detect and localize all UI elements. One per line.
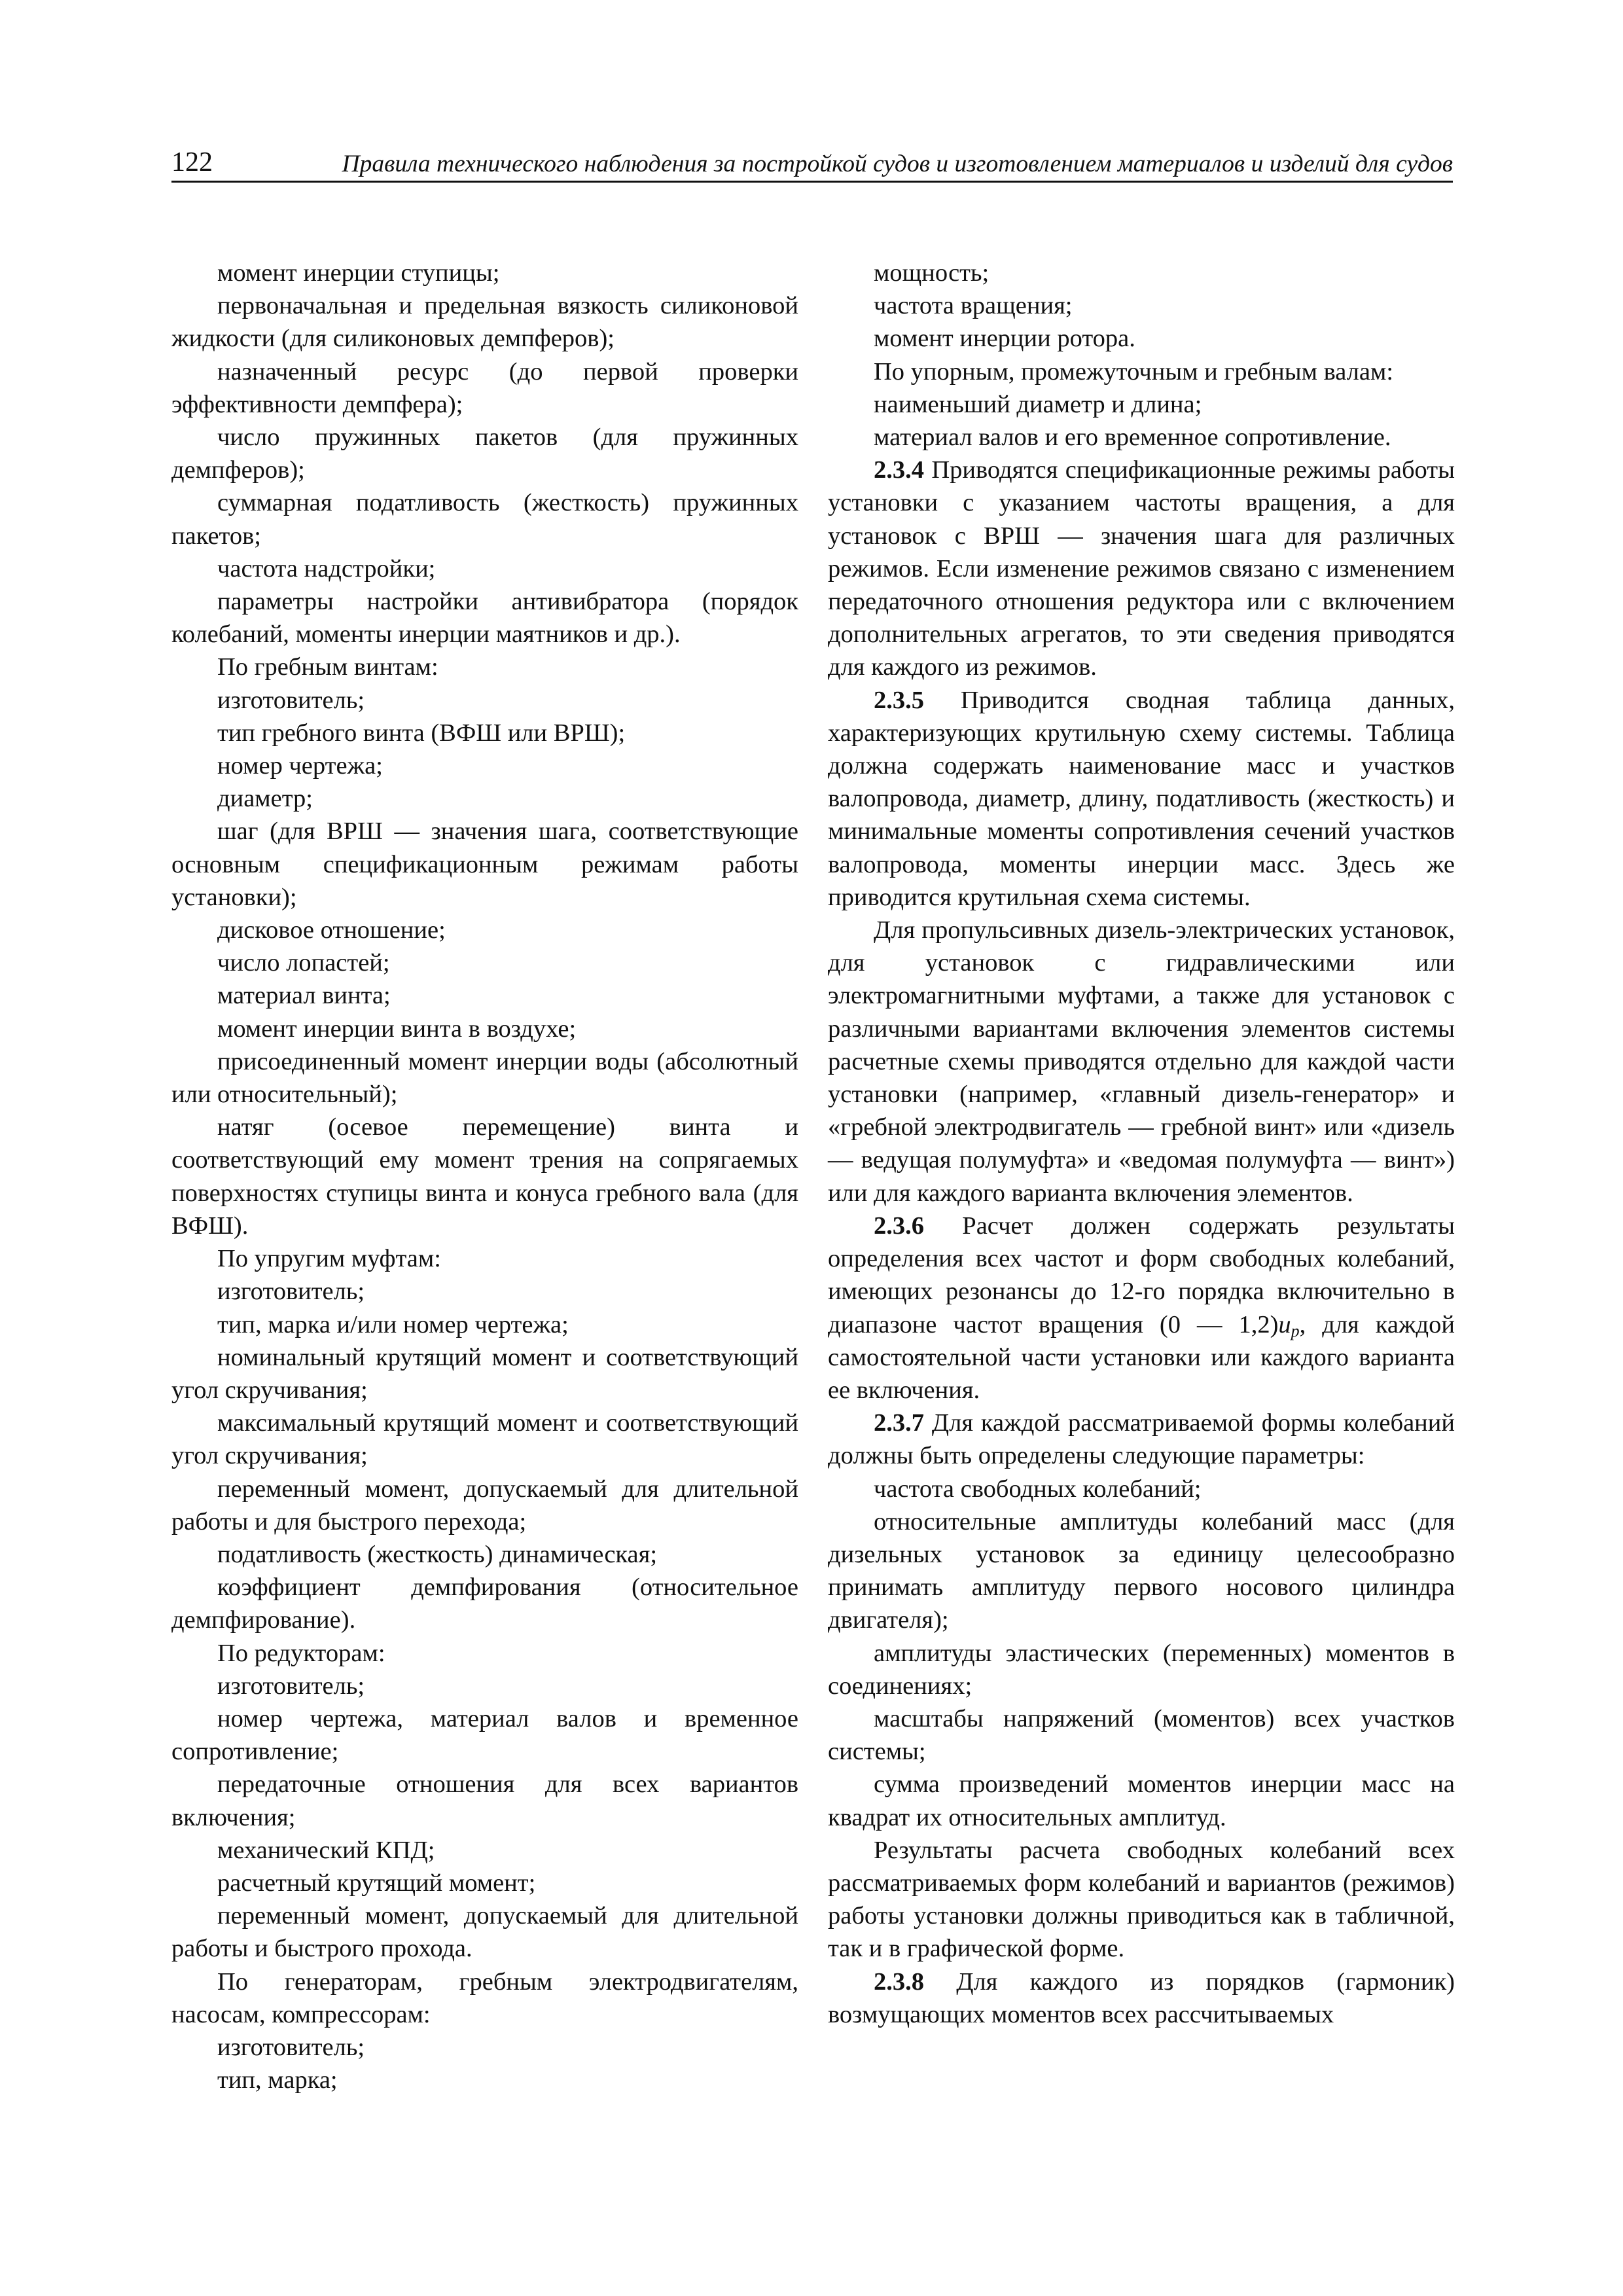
paragraph: изготовитель; xyxy=(217,1672,365,1700)
paragraph: параметры настройки антивибратора (порядок колебаний, моменты инерции маятников и др.). xyxy=(171,588,798,649)
section-text: Для каждого из порядков (гармоник) возмущающих моментов всех рассчитываемых xyxy=(828,1967,1455,2028)
left-column xyxy=(171,257,798,2096)
paragraph: момент инерции ступицы; xyxy=(217,259,500,287)
paragraph: номер чертежа; xyxy=(217,752,383,780)
paragraph: Для пропульсивных дизель-электрических установок, для установок с гидравлическими или электромагнитными муфтами, а также для установок с различными вариантами включения элементов системы расчетные схемы приводятся отдельно для каждой части установки (например, «главный дизель-генератор» и «гребной электродвигатель — гребной винт» или «дизель — ведущая полумуфта» и «ведомая полумуфта — винт») или для каждого варианта включения элементов. xyxy=(828,916,1455,1207)
variable-u: u xyxy=(1278,1310,1291,1338)
section-2-3-6 xyxy=(828,1210,1455,1407)
paragraph: податливость (жесткость) динамическая; xyxy=(217,1540,658,1568)
paragraph: дисковое отношение; xyxy=(217,916,446,944)
section-number: 2.3.6 xyxy=(874,1211,924,1240)
paragraph: наименьший диаметр и длина; xyxy=(874,390,1202,418)
paragraph: натяг (осевое перемещение) винта и соответствующий ему момент трения на сопрягаемых поверхностях ступицы винта и конуса гребного вала (для ВФШ). xyxy=(171,1113,798,1240)
section-text: Расчет должен содержать результаты определения всех частот и форм свободных колебаний, имеющих резонансы до 12-го порядка включительно в диапазоне частот вращения (0 — 1,2) xyxy=(828,1211,1455,1338)
paragraph: передаточные отношения для всех вариантов включения; xyxy=(171,1770,798,1831)
subscript-p: p xyxy=(1291,1321,1300,1340)
paragraph: частота вращения; xyxy=(874,292,1073,320)
paragraph: масштабы напряжений (моментов) всех участков системы; xyxy=(828,1704,1455,1766)
paragraph: максимальный крутящий момент и соответствующий угол скручивания; xyxy=(171,1409,798,1470)
page-number: 122 xyxy=(171,147,213,177)
paragraph: По гребным винтам: xyxy=(217,653,438,681)
running-title: Правила технического наблюдения за постройкой судов и изготовлением материалов и изделий для судов xyxy=(342,151,1453,177)
paragraph: изготовитель; xyxy=(217,2033,365,2061)
paragraph: первоначальная и предельная вязкость силиконовой жидкости (для силиконовых демпферов); xyxy=(171,292,798,353)
section-text: Приводится сводная таблица данных, характеризующих крутильную схему системы. Таблица должна содержать наименование масс и участков валопровода, диаметр, длину, податливость (жесткость) и минимальные моменты сопротивления сечений участков валопровода, моменты инерции масс. Здесь же приводится крутильная схема системы. xyxy=(828,686,1455,911)
paragraph: диаметр; xyxy=(217,785,313,813)
paragraph: По генераторам, гребным электродвигателям, насосам, компрессорам: xyxy=(171,1967,798,2028)
paragraph: частота свободных колебаний; xyxy=(874,1475,1202,1503)
paragraph: момент инерции винта в воздухе; xyxy=(217,1014,577,1043)
section-2-3-8 xyxy=(828,1965,1455,2031)
paragraph: относительные амплитуды колебаний масс (для дизельных установок за единицу целесообразно принимать амплитуду первого носового цилиндра двигателя); xyxy=(828,1507,1455,1634)
paragraph: амплитуды эластических (переменных) моментов в соединениях; xyxy=(828,1639,1455,1700)
paragraph: номер чертежа, материал валов и временное сопротивление; xyxy=(171,1704,798,1766)
paragraph: число лопастей; xyxy=(217,949,390,977)
section-2-3-7 xyxy=(828,1407,1455,1472)
paragraph: Результаты расчета свободных колебаний всех рассматриваемых форм колебаний и вариантов (режимов) работы установки должны приводиться как в табличной, так и в графической форме. xyxy=(828,1836,1455,1963)
section-number: 2.3.7 xyxy=(874,1409,924,1437)
paragraph: По редукторам: xyxy=(217,1639,385,1667)
section-text: Для каждой рассматриваемой формы колебаний должны быть определены следующие параметры: xyxy=(828,1409,1455,1470)
section-number: 2.3.8 xyxy=(874,1967,924,1996)
section-number: 2.3.5 xyxy=(874,686,924,714)
paragraph: номинальный крутящий момент и соответствующий угол скручивания; xyxy=(171,1343,798,1404)
paragraph: материал валов и его временное сопротивление. xyxy=(874,423,1391,452)
section-number: 2.3.4 xyxy=(874,456,924,484)
paragraph: шаг (для ВРШ — значения шага, соответствующие основным спецификационным режимам работы установки); xyxy=(171,817,798,911)
paragraph: изготовитель; xyxy=(217,1278,365,1306)
paragraph: мощность; xyxy=(874,259,990,287)
page-header xyxy=(171,141,1453,183)
section-2-3-4 xyxy=(828,454,1455,683)
paragraph: материал винта; xyxy=(217,982,391,1010)
paragraph: суммарная податливость (жесткость) пружинных пакетов; xyxy=(171,489,798,550)
paragraph: назначенный ресурс (до первой проверки эффективности демпфера); xyxy=(171,357,798,418)
paragraph: По упорным, промежуточным и гребным валам: xyxy=(874,357,1394,386)
right-column xyxy=(828,257,1455,2031)
paragraph: момент инерции ротора. xyxy=(874,325,1135,353)
paragraph: тип, марка и/или номер чертежа; xyxy=(217,1310,569,1338)
paragraph: сумма произведений моментов инерции масс на квадрат их относительных амплитуд. xyxy=(828,1770,1455,1831)
paragraph: механический КПД; xyxy=(217,1836,435,1864)
paragraph: По упругим муфтам: xyxy=(217,1245,441,1273)
paragraph: переменный момент, допускаемый для длительной работы и для быстрого перехода; xyxy=(171,1475,798,1535)
paragraph: тип, марка; xyxy=(217,2066,338,2094)
paragraph: частота надстройки; xyxy=(217,554,436,583)
paragraph: коэффициент демпфирования (относительное демпфирование). xyxy=(171,1573,798,1634)
paragraph: присоединенный момент инерции воды (абсолютный или относительный); xyxy=(171,1047,798,1109)
section-2-3-5 xyxy=(828,684,1455,914)
paragraph: расчетный крутящий момент; xyxy=(217,1869,536,1897)
paragraph: переменный момент, допускаемый для длительной работы и быстрого прохода. xyxy=(171,1902,798,1963)
paragraph: изготовитель; xyxy=(217,686,365,714)
section-text: Приводятся спецификационные режимы работы установки с указанием частоты вращения, а для установок с ВРШ — значения шага для различных режимов. Если изменение режимов связано с изменением передаточного отношения редуктора или с включением дополнительных агрегатов, то эти сведения приводятся для каждого из режимов. xyxy=(828,456,1455,681)
paragraph: число пружинных пакетов (для пружинных демпферов); xyxy=(171,423,798,484)
section-text: , для каждой самостоятельной части установки или каждого варианта ее включения. xyxy=(828,1310,1455,1404)
paragraph: тип гребного винта (ВФШ или ВРШ); xyxy=(217,719,626,747)
